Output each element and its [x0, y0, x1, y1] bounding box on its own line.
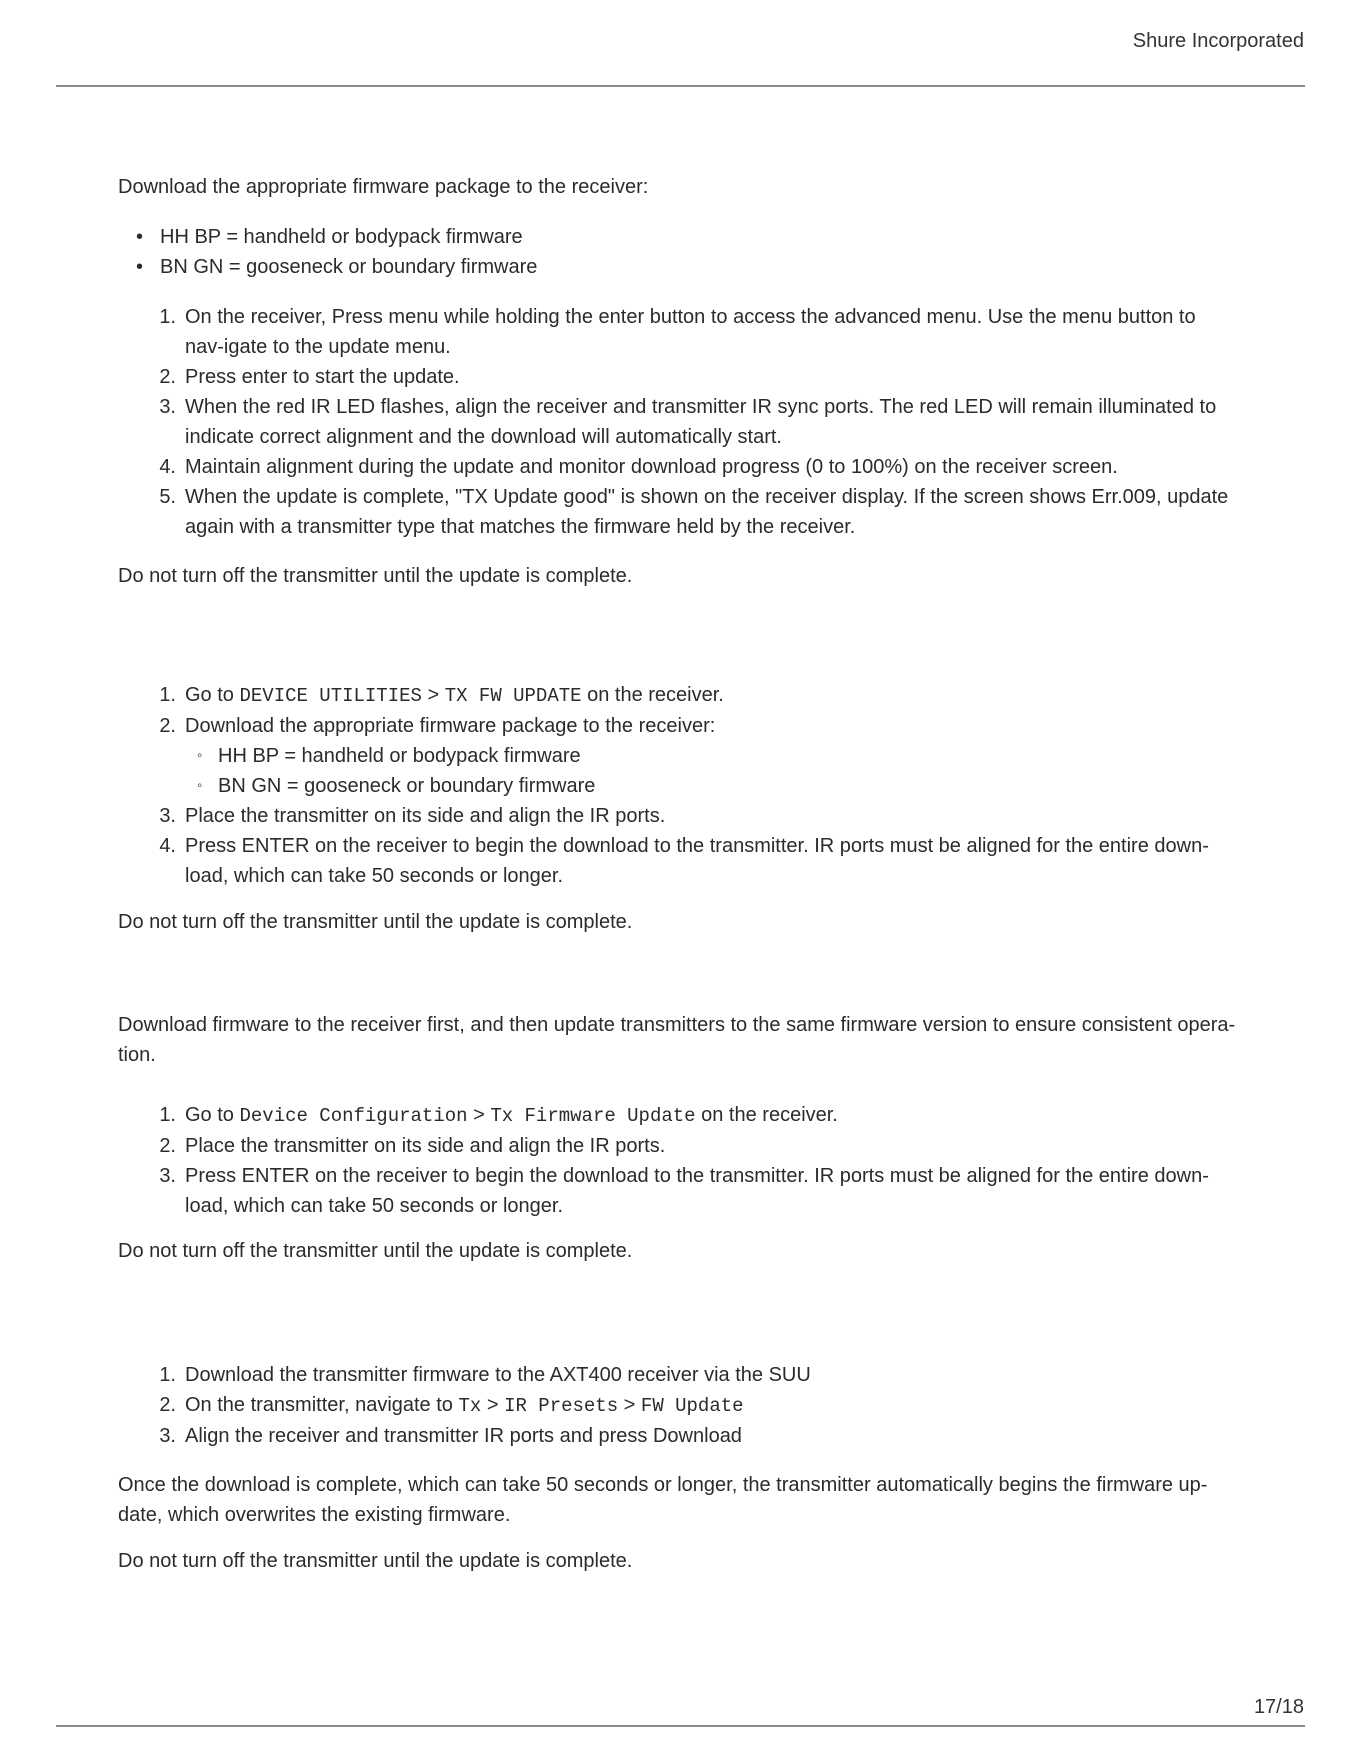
section2-step-4: 4. Press ENTER on the receiver to begin the download to the transmitter. IR ports must be aligned for the entire down-load, which can take 50 seconds or longer.: [159, 835, 1209, 887]
menu-path-code: DEVICE UTILITIES: [239, 685, 422, 707]
section1-step-1: 1. On the receiver, Press menu while holding the enter button to access the advanced menu. Use the menu button to nav-igate to the update menu.: [159, 306, 1196, 358]
menu-path-code: Device Configuration: [239, 1105, 468, 1127]
header-company-name: Shure Incorporated: [1132, 30, 1304, 52]
section3-intro-paragraph: Download firmware to the receiver first, and then update transmitters to the same firmware version to ensure consistent opera-tion.: [118, 1014, 1236, 1066]
section3-step-3: 3. Press ENTER on the receiver to begin the download to the transmitter. IR ports must be aligned for the entire down-load, which can take 50 seconds or longer.: [159, 1165, 1209, 1217]
list-item: ◦ BN GN = gooseneck or boundary firmware: [185, 771, 1240, 801]
section4-step-3: 3. Align the receiver and transmitter IR ports and press Download: [159, 1425, 742, 1447]
section1-step-5: 5. When the update is complete, "TX Update good" is shown on the receiver display. If the screen shows Err.009, update again with a transmitter type that matches the firmware held by the receiver.: [159, 486, 1229, 538]
section4-paragraph: Once the download is complete, which can take 50 seconds or longer, the transmitter automatically begins the firmware up-date, which overwrites the existing firmware.: [118, 1474, 1208, 1526]
menu-path-code: Tx: [458, 1395, 482, 1417]
section1-step-4: 4. Maintain alignment during the update and monitor download progress (0 to 100%) on the receiver screen.: [159, 456, 1118, 478]
section1-step-3: 3. When the red IR LED flashes, align the receiver and transmitter IR sync ports. The red LED will remain illuminated to indicate correct alignment and the download will automatically start.: [159, 396, 1217, 448]
section3-steps: [118, 1100, 1240, 1221]
section2-step-3: 3. Place the transmitter on its side and align the IR ports.: [159, 805, 666, 827]
section4-note: Do not turn off the transmitter until the update is complete.: [118, 1550, 633, 1572]
section2-steps: [118, 680, 1240, 891]
menu-path-code: TX FW UPDATE: [444, 685, 582, 707]
menu-path-code: FW Update: [640, 1395, 744, 1417]
section4-step-2: 2. On the transmitter, navigate to Tx > IR Presets > FW Update: [159, 1394, 744, 1417]
page-number: 17/18: [1253, 1696, 1304, 1718]
section2-sub-list: [185, 741, 1240, 801]
menu-path-code: Tx Firmware Update: [490, 1105, 696, 1127]
section3-step-1: 1. Go to Device Configuration > Tx Firmware Update on the receiver.: [159, 1104, 838, 1127]
list-item: • HH BP = handheld or bodypack firmware: [118, 222, 1240, 252]
footer-divider: [56, 1725, 1305, 1727]
section2-step-1: 1. Go to DEVICE UTILITIES > TX FW UPDATE on the receiver.: [159, 684, 724, 707]
section4-steps: [118, 1360, 1240, 1451]
list-item: • BN GN = gooseneck or boundary firmware: [118, 252, 1240, 282]
menu-path-code: IR Presets: [504, 1395, 619, 1417]
section1-steps: [118, 302, 1240, 542]
section1-note: Do not turn off the transmitter until the update is complete.: [118, 565, 633, 587]
section1-intro-paragraph: [118, 172, 1240, 202]
header-divider: [56, 85, 1305, 87]
section2-step-2: 2. Download the appropriate firmware package to the receiver: ◦ HH BP = handheld or bodypack firmware ◦ BN GN = gooseneck or boundary firmware: [118, 711, 1240, 801]
section1-bullet-list: [118, 222, 1240, 282]
list-item: ◦ HH BP = handheld or bodypack firmware: [185, 741, 1240, 771]
section1-step-2: 2. Press enter to start the update.: [159, 366, 460, 388]
section3-note: Do not turn off the transmitter until the update is complete.: [118, 1240, 633, 1262]
section3-step-2: 2. Place the transmitter on its side and align the IR ports.: [159, 1135, 666, 1157]
section2-note: Do not turn off the transmitter until the update is complete.: [118, 911, 633, 933]
section1-intro: Download the appropriate firmware package to the receiver:: [118, 176, 649, 198]
section4-step-1: 1. Download the transmitter firmware to the AXT400 receiver via the SUU: [159, 1364, 811, 1386]
